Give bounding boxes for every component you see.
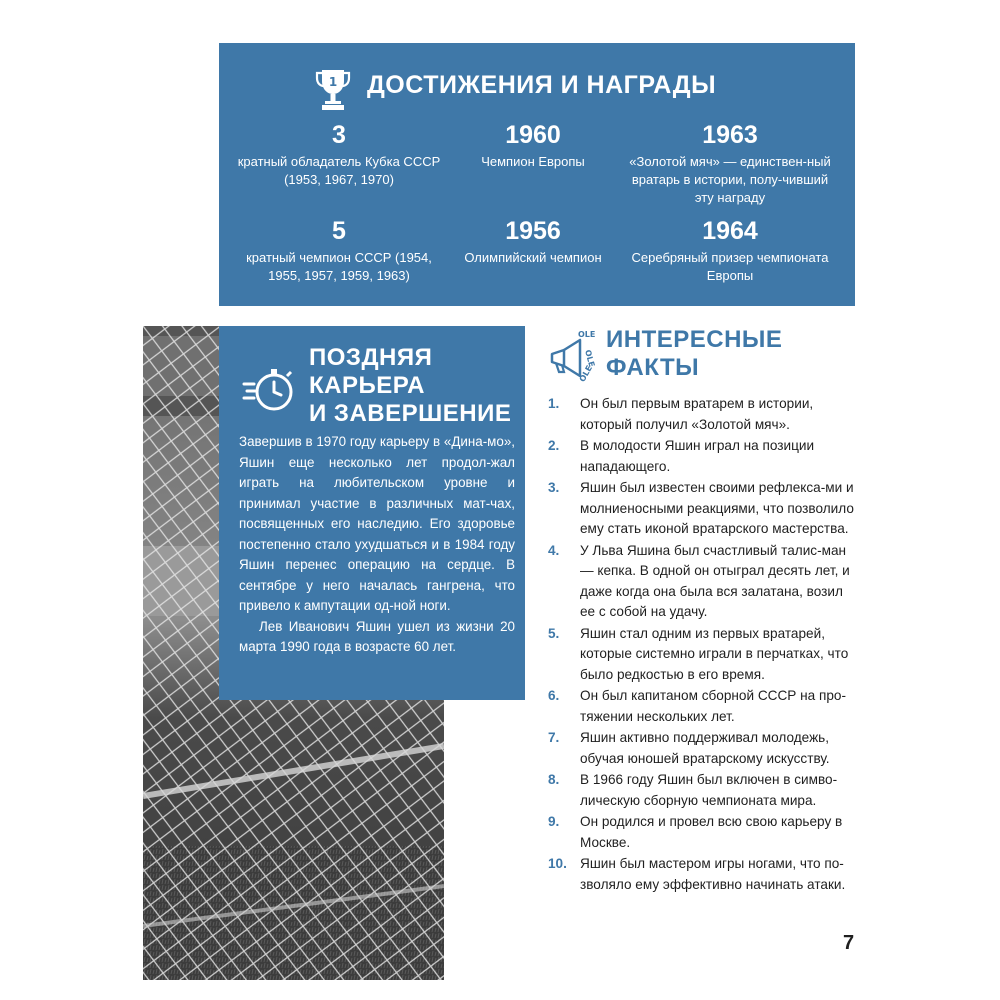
late-career-text	[239, 432, 515, 658]
achievement-item	[428, 217, 638, 267]
facts-header	[548, 322, 868, 382]
fact-text: Яшин стал одним из первых вратарей, которые системно играли в перчатках, что было редкостью в его время.	[580, 625, 849, 682]
achievement-item	[428, 121, 638, 171]
fact-number: 6.	[548, 688, 560, 703]
fact-item	[548, 624, 858, 686]
late-career-title	[309, 344, 519, 428]
achievement-value: 1963	[702, 121, 758, 149]
trophy-icon	[315, 67, 351, 111]
achievements-title: ДОСТИЖЕНИЯ И НАГРАДЫ	[367, 71, 717, 99]
facts-list	[548, 394, 858, 896]
achievement-value: 1956	[505, 217, 561, 245]
title-line: ПОЗДНЯЯ	[309, 344, 433, 371]
fact-item	[548, 770, 858, 811]
fact-text: В молодости Яшин играл на позиции нападающего.	[580, 438, 815, 474]
achievements-header	[219, 63, 855, 103]
paragraph: Завершив в 1970 году карьеру в «Дина-мо», Яшин еще несколько лет продол-жал играть на любительском уровне и принимал участие в различных мат-чах, посвященных его наследию. Его здоровье постепенно стало ухудшаться и в 1984 году Яшин перенес операцию на сердце. В сентябре у него началась гангрена, что привело к ампутации од-ной ноги.	[239, 434, 515, 613]
fact-number: 1.	[548, 396, 560, 411]
fact-number: 5.	[548, 625, 560, 641]
fact-text: В 1966 году Яшин был включен в симво-лическую сборную чемпионата мира.	[580, 772, 838, 808]
stopwatch-icon	[242, 364, 296, 416]
achievement-desc: Олимпийский чемпион	[464, 250, 602, 265]
achievement-item	[625, 121, 835, 207]
fact-text: Яшин активно поддерживал молодежь, обучая юношей вратарскому искусству.	[580, 730, 830, 766]
fact-item	[548, 436, 858, 477]
facts-title	[606, 326, 782, 382]
achievement-value: 1960	[505, 121, 561, 149]
fact-text: Яшин был мастером игры ногами, что по-зволяло ему эффективно начинать атаки.	[580, 856, 846, 892]
achievement-item	[625, 217, 835, 285]
fact-item	[548, 728, 858, 769]
fact-number: 7.	[548, 730, 560, 745]
svg-text:1: 1	[328, 75, 338, 89]
title-line: И ЗАВЕРШЕНИЕ	[309, 400, 512, 427]
fact-text: Яшин был известен своими рефлекса-ми и молниеносными реакциями, что позволило ему стать иконой вратарского мастерства.	[580, 480, 854, 536]
megaphone-icon	[548, 328, 600, 384]
achievement-value: 1964	[702, 217, 758, 245]
late-career-box	[219, 326, 525, 700]
paragraph: Лев Иванович Яшин ушел из жизни 20 марта 1990 года в возрасте 60 лет.	[239, 618, 515, 654]
fact-item	[548, 394, 858, 435]
achievement-item	[234, 217, 444, 285]
title-line: ФАКТЫ	[606, 354, 700, 381]
fact-text: Он родился и провел всю свою карьеру в Москве.	[580, 814, 843, 850]
fact-item	[548, 478, 858, 540]
fact-number: 3.	[548, 480, 560, 495]
title-line: ИНТЕРЕСНЫЕ	[606, 326, 783, 353]
fact-number: 2.	[548, 438, 560, 453]
fact-text: У Льва Яшина был счастливый талис-ман — кепка. В одной он отыграл десять лет, и даже когда она была вся залатана, возил ее с собой на удачу.	[580, 542, 850, 619]
title-line: КАРЬЕРА	[309, 372, 425, 399]
achievement-desc: Серебряный призер чемпионата Европы	[631, 250, 829, 283]
svg-text:OLE: OLE	[577, 363, 595, 384]
fact-number: 8.	[548, 772, 560, 787]
fact-item	[548, 541, 858, 623]
achievement-desc: Чемпион Европы	[481, 154, 585, 169]
achievement-desc: «Золотой мяч» — единствен-ный вратарь в истории, полу-чивший эту награду	[629, 154, 831, 205]
fact-number: 4.	[548, 542, 560, 558]
page-number: 7	[843, 932, 855, 954]
achievement-value: 3	[332, 121, 346, 149]
achievement-desc: кратный обладатель Кубка СССР (1953, 1967, 1970)	[237, 154, 441, 187]
achievement-item	[234, 121, 444, 189]
achievements-panel	[219, 43, 855, 306]
fact-text: Он был первым вратарем в истории, который получил «Золотой мяч».	[580, 396, 814, 432]
fact-number: 9.	[548, 814, 560, 829]
fact-number: 10.	[548, 856, 567, 871]
fact-item	[548, 854, 858, 895]
fact-item	[548, 686, 858, 727]
svg-text:OLE: OLE	[583, 348, 597, 368]
svg-text:OLE: OLE	[578, 330, 596, 339]
fact-text: Он был капитаном сборной СССР на про-тяжении нескольких лет.	[580, 688, 846, 724]
achievement-desc: кратный чемпион СССР (1954, 1955, 1957, 1959, 1963)	[246, 250, 432, 283]
fact-item	[548, 812, 858, 853]
achievement-value: 5	[332, 217, 346, 245]
